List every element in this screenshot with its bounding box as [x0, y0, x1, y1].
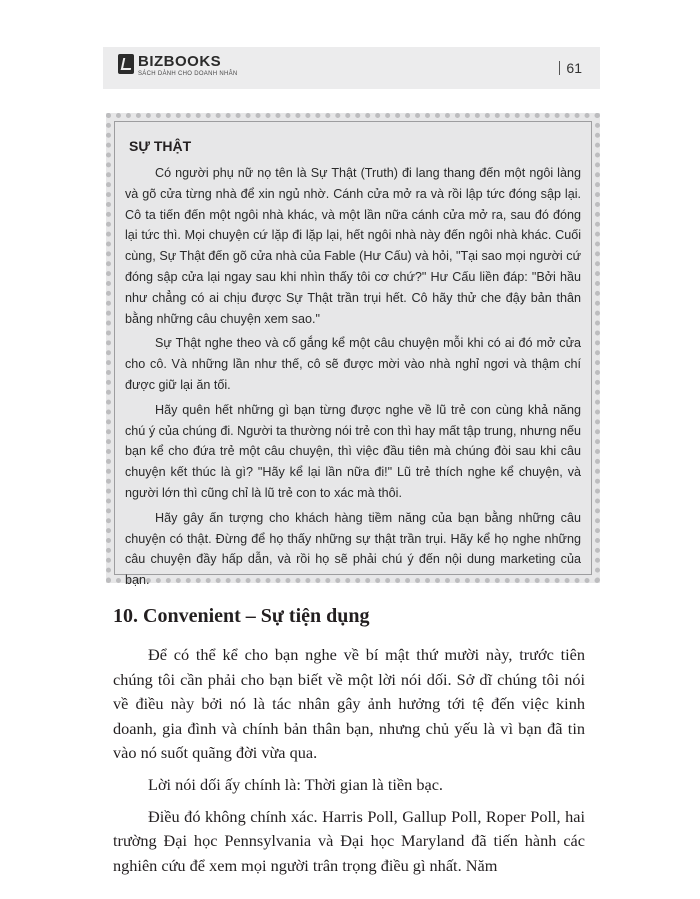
- page-number-divider: [559, 61, 560, 75]
- section-title: 10. Convenient – Sự tiện dụng: [113, 605, 370, 627]
- section-body: [113, 643, 585, 885]
- bizbooks-logo-icon: [118, 54, 134, 74]
- page-header: [103, 47, 600, 89]
- story-paragraph: Sự Thật nghe theo và cố gắng kể một câu chuyện mỗi khi có ai đó mở cửa cho cô. Và những lần như thế, cô sẽ được mời vào nhà nghỉ ngơi và thậm chí được giữ lại ăn tối.: [125, 336, 581, 392]
- story-paragraph: Hãy quên hết những gì bạn từng được nghe về lũ trẻ con cùng khả năng chú ý của chúng đi. Người ta thường nói trẻ con thì hay mất tập trung, nhưng nếu bạn kể cho đứa trẻ một câu chuyện, thì việc đầu tiên mà chúng đòi sau khi câu chuyện kết thúc là gì? "Hãy kể lại lần nữa đi!" Lũ trẻ thích nghe kể chuyện, và người lớn thì cũng chỉ là lũ trẻ con to xác mà thôi.: [125, 402, 581, 500]
- page-number: [559, 60, 582, 76]
- page-number-value: 61: [566, 60, 582, 76]
- body-paragraph: Để có thể kể cho bạn nghe về bí mật thứ mười này, trước tiên chúng tôi cần phải cho bạn biết về một lời nói dối. Sở dĩ chúng tôi nói về điều này bởi nó là tác nhân gây ảnh hưởng tới tệ đến việc kinh doanh, gia đình và chính bản thân bạn, nhưng chủ yếu là vì bạn đã tin vào nó suốt quãng đời vừa qua.: [113, 645, 585, 763]
- logo-text: BIZBOOKS: [138, 53, 222, 70]
- story-box-content: [125, 132, 581, 595]
- story-box-title: SỰ THẬT: [129, 138, 192, 154]
- story-paragraph: Hãy gây ấn tượng cho khách hàng tiềm năng của bạn bằng những câu chuyện có thật. Đừng để họ thấy những sự thật trần trụi. Hãy kể họ nghe những câu chuyện đầy hấp dẫn, và rồi họ sẽ phải chú ý đến nội dung marketing của bạn.: [125, 510, 581, 588]
- body-paragraph: Lời nói dối ấy chính là: Thời gian là tiền bạc.: [148, 774, 443, 794]
- body-paragraph: Điều đó không chính xác. Harris Poll, Gallup Poll, Roper Poll, hai trường Đại học Pennsylvania và Đại học Maryland đã tiến hành các nghiên cứu để xem mọi người trân trọng điều gì nhất. Năm: [113, 806, 585, 875]
- story-paragraph: Có người phụ nữ nọ tên là Sự Thật (Truth) đi lang thang đến một ngôi làng và gõ cửa từng nhà để xin ngủ nhờ. Cánh cửa mở ra và rồi lập tức đóng sập lại. Cô ta tiến đến một ngôi nhà khác, và một lần nữa cánh cửa mở ra, sau đó đóng lại tức thì. Mọi chuyện cứ lặp đi lặp lại, hết ngôi nhà này đến ngôi nhà khác. Cuối cùng, Sự Thật đến gõ cửa nhà của Fable (Hư Cấu) và hỏi, "Tại sao mọi người cứ đóng sập cửa lại ngay sau khi nhìn thấy tôi cơ chứ?" Hư Cấu liền đáp: "Bởi hầu như chẳng có ai chịu được Sự Thật trần trụi hết. Cô hãy thử che đậy bản thân bằng những câu chuyện xem sao.": [125, 166, 581, 326]
- story-box: [106, 113, 600, 588]
- logo-tagline: SÁCH DÀNH CHO DOANH NHÂN: [138, 71, 238, 77]
